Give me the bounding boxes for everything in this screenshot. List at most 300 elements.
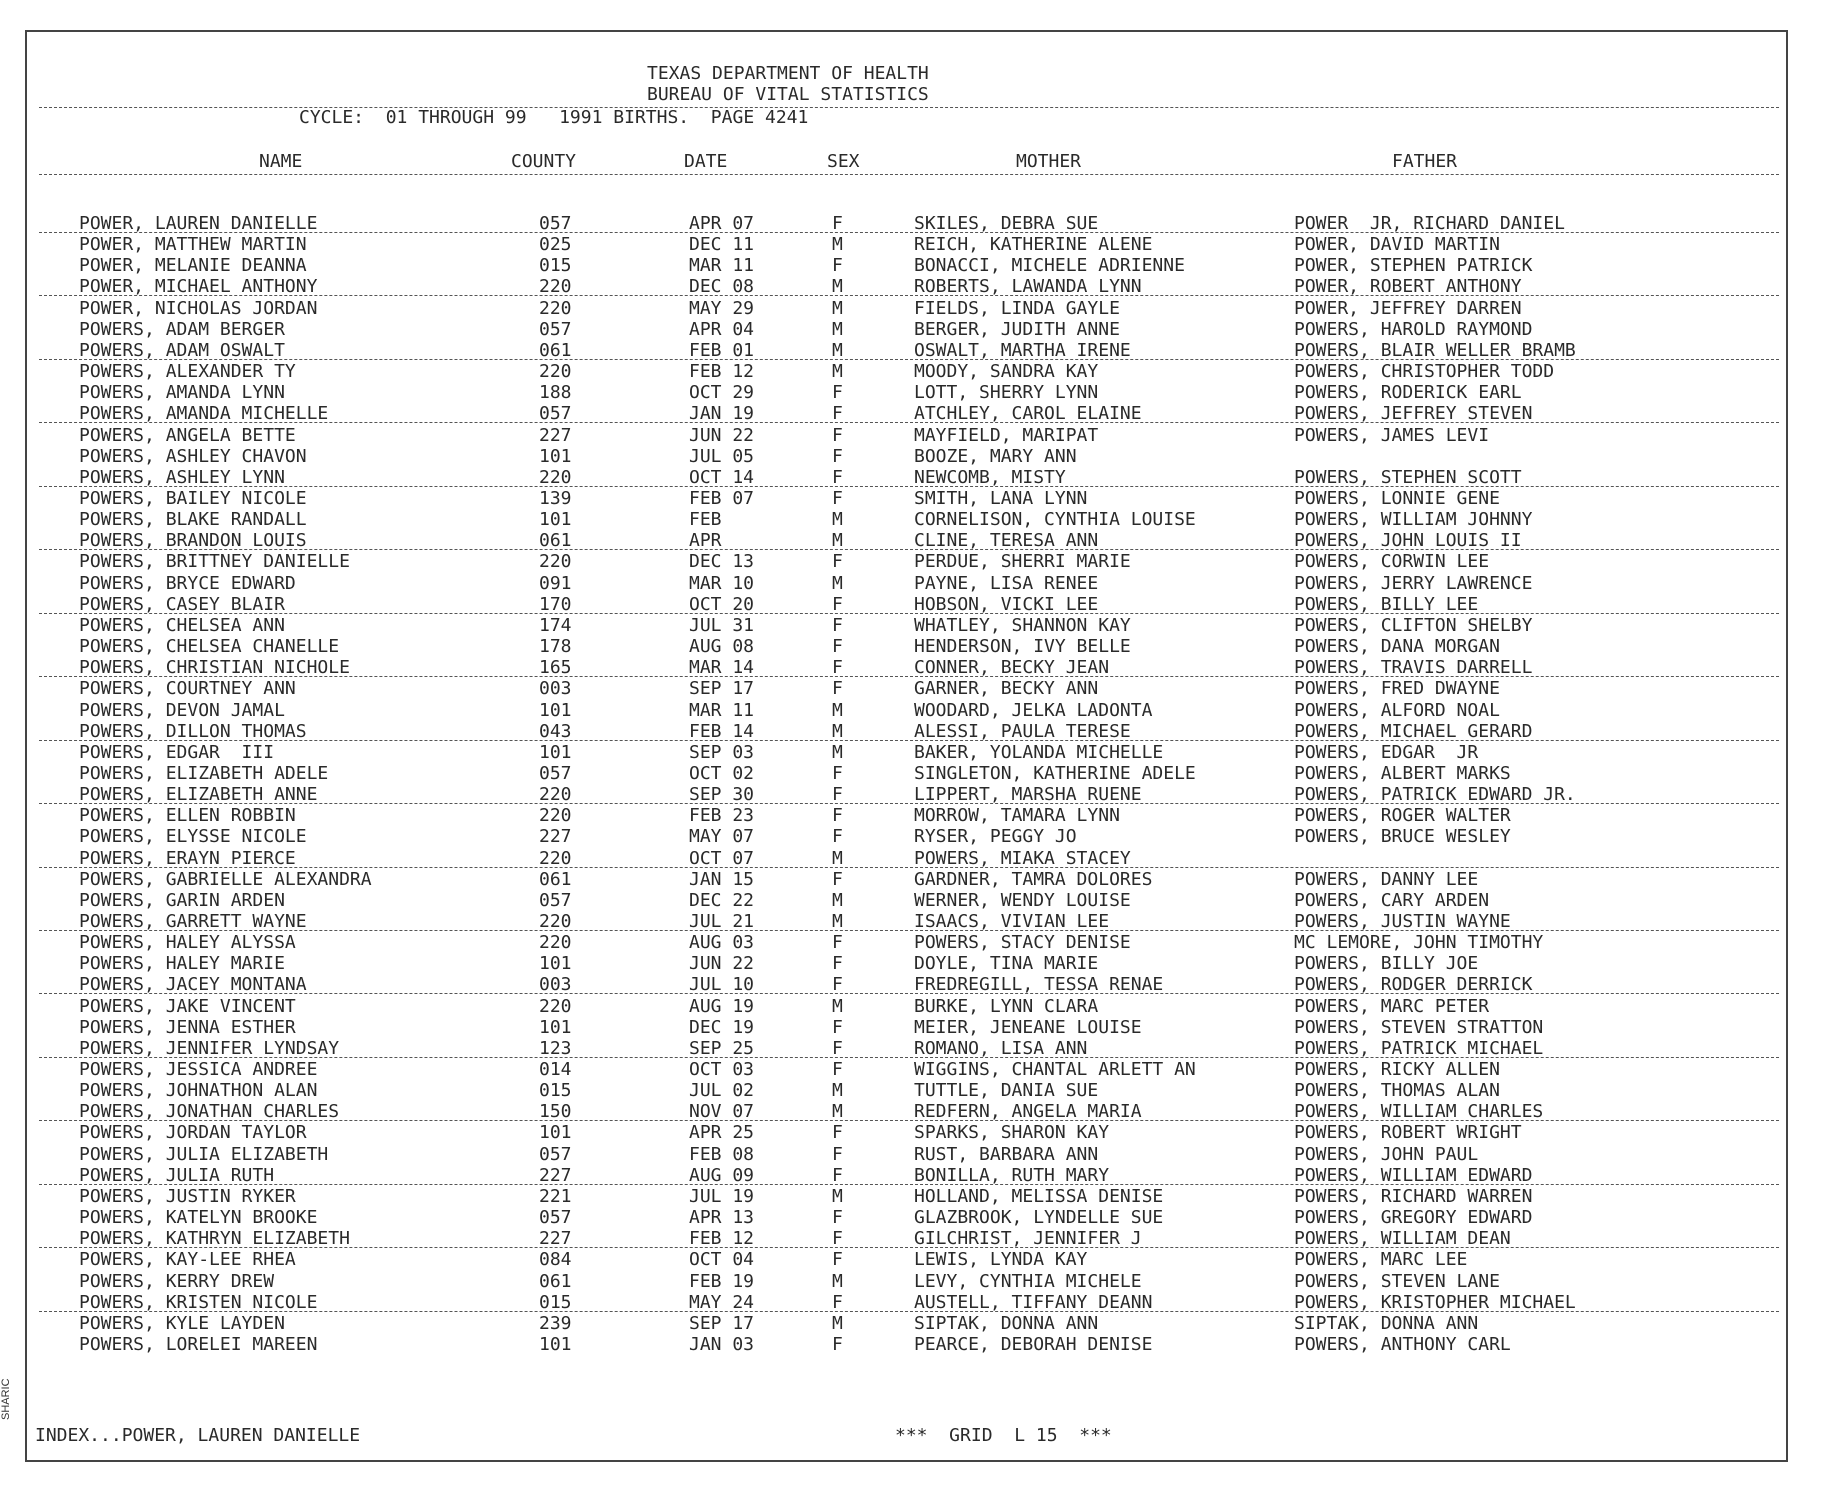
record-name: POWERS, HALEY ALYSSA	[79, 932, 296, 954]
row-separator	[39, 740, 1779, 741]
record-date: FEB 19	[689, 1270, 755, 1292]
record-father: POWERS, JOHN LOUIS II	[1294, 530, 1522, 552]
record-mother: MORROW, TAMARA LYNN	[914, 805, 1120, 827]
record-sex: F	[832, 678, 843, 700]
record-date: JUL 19	[689, 1185, 755, 1207]
record-county: 057	[539, 403, 572, 425]
record-county: 057	[539, 889, 572, 911]
record-father: SIPTAK, DONNA ANN	[1294, 1312, 1479, 1334]
row-separator	[39, 993, 1779, 994]
record-name: POWERS, BRANDON LOUIS	[79, 530, 307, 552]
record-sex: M	[832, 1101, 843, 1123]
record-sex: F	[832, 1143, 843, 1165]
row-separator	[39, 1057, 1779, 1058]
record-mother: POWERS, MIAKA STACEY	[914, 847, 1131, 869]
record-mother: HENDERSON, IVY BELLE	[914, 636, 1131, 657]
record-date: OCT 03	[689, 1059, 755, 1080]
record-name: POWERS, JAKE VINCENT	[79, 995, 296, 1017]
record-sex: F	[832, 1122, 843, 1144]
record-name: POWERS, EDGAR III	[79, 741, 275, 763]
record-county: 139	[539, 487, 572, 509]
row-separator	[39, 295, 1779, 296]
record-sex: F	[832, 1037, 843, 1059]
record-sex: M	[832, 361, 843, 382]
record-name: POWERS, JULIA ELIZABETH	[79, 1143, 329, 1165]
record-name: POWERS, BAILEY NICOLE	[79, 487, 307, 509]
record-mother: ATCHLEY, CAROL ELAINE	[914, 403, 1142, 425]
record-sex: F	[832, 868, 843, 890]
record-mother: PAYNE, LISA RENEE	[914, 572, 1099, 594]
record-date: JUL 05	[689, 445, 755, 467]
col-header-father: FATHER	[1392, 151, 1458, 172]
record-county: 220	[539, 910, 572, 932]
record-county: 220	[539, 932, 572, 954]
record-county: 101	[539, 741, 572, 763]
record-county: 220	[539, 466, 572, 488]
row-separator	[39, 1247, 1779, 1248]
record-county: 227	[539, 424, 572, 446]
record-father: POWERS, DANNY LEE	[1294, 868, 1479, 890]
row-separator	[39, 930, 1779, 931]
record-sex: F	[832, 1164, 843, 1186]
record-mother: MAYFIELD, MARIPAT	[914, 424, 1099, 446]
record-father: POWERS, MARC PETER	[1294, 995, 1490, 1017]
record-county: 091	[539, 572, 572, 594]
record-name: POWERS, GARRETT WAYNE	[79, 910, 307, 932]
record-name: POWERS, DEVON JAMAL	[79, 699, 285, 721]
record-date: APR 25	[689, 1122, 755, 1144]
record-county: 220	[539, 847, 572, 869]
record-sex: F	[832, 1333, 843, 1355]
row-separator	[39, 549, 1779, 550]
record-sex: F	[832, 1249, 843, 1271]
record-name: POWERS, KYLE LAYDEN	[79, 1312, 285, 1334]
record-date: AUG 03	[689, 932, 755, 954]
record-father: POWERS, ALBERT MARKS	[1294, 762, 1511, 784]
record-date: MAY 29	[689, 297, 755, 319]
cycle-line: CYCLE: 01 THROUGH 99 1991 BIRTHS. PAGE 4241	[299, 107, 809, 128]
record-father: POWERS, JEFFREY STEVEN	[1294, 403, 1533, 425]
record-sex: M	[832, 889, 843, 911]
record-county: 057	[539, 213, 572, 234]
record-mother: OSWALT, MARTHA IRENE	[914, 339, 1131, 361]
record-mother: BAKER, YOLANDA MICHELLE	[914, 741, 1164, 763]
record-date: FEB 12	[689, 361, 755, 382]
record-county: 220	[539, 297, 572, 319]
record-father: POWERS, KRISTOPHER MICHAEL	[1294, 1291, 1576, 1313]
record-father: POWERS, ANTHONY CARL	[1294, 1333, 1511, 1355]
record-sex: F	[832, 1291, 843, 1313]
record-county: 061	[539, 530, 572, 552]
record-mother: CLINE, TERESA ANN	[914, 530, 1099, 552]
record-name: POWERS, JESSICA ANDREE	[79, 1059, 318, 1080]
record-date: OCT 02	[689, 762, 755, 784]
record-county: 123	[539, 1037, 572, 1059]
record-mother: AUSTELL, TIFFANY DEANN	[914, 1291, 1153, 1313]
record-mother: MEIER, JENEANE LOUISE	[914, 1016, 1142, 1038]
record-county: 165	[539, 657, 572, 679]
record-date: SEP 17	[689, 678, 755, 700]
record-county: 003	[539, 974, 572, 996]
record-sex: F	[832, 1059, 843, 1080]
record-sex: F	[832, 213, 843, 234]
record-sex: F	[832, 424, 843, 446]
record-date: AUG 09	[689, 1164, 755, 1186]
record-sex: F	[832, 255, 843, 277]
record-county: 057	[539, 1143, 572, 1165]
record-father: POWERS, WILLIAM JOHNNY	[1294, 509, 1533, 531]
row-separator	[39, 359, 1779, 360]
record-date: DEC 22	[689, 889, 755, 911]
record-name: POWERS, JONATHAN CHARLES	[79, 1101, 340, 1123]
record-name: POWERS, ELLEN ROBBIN	[79, 805, 296, 827]
record-father: POWERS, ROGER WALTER	[1294, 805, 1511, 827]
report-title-2: BUREAU OF VITAL STATISTICS	[647, 84, 929, 105]
record-mother: PERDUE, SHERRI MARIE	[914, 551, 1131, 573]
record-mother: HOBSON, VICKI LEE	[914, 593, 1099, 615]
record-name: POWERS, CHELSEA ANN	[79, 614, 285, 636]
record-father: POWERS, WILLIAM DEAN	[1294, 1228, 1511, 1250]
record-county: 101	[539, 1016, 572, 1038]
record-date: SEP 03	[689, 741, 755, 763]
record-mother: RUST, BARBARA ANN	[914, 1143, 1099, 1165]
record-name: POWERS, JUSTIN RYKER	[79, 1185, 296, 1207]
record-sex: F	[832, 974, 843, 996]
record-date: DEC 08	[689, 276, 755, 298]
record-mother: SIPTAK, DONNA ANN	[914, 1312, 1099, 1334]
record-name: POWERS, KATHRYN ELIZABETH	[79, 1228, 350, 1250]
record-date: OCT 07	[689, 847, 755, 869]
record-name: POWERS, BRYCE EDWARD	[79, 572, 296, 594]
record-father: POWERS, STEVEN STRATTON	[1294, 1016, 1544, 1038]
record-mother: GLAZBROOK, LYNDELLE SUE	[914, 1207, 1164, 1228]
record-name: POWER, LAUREN DANIELLE	[79, 213, 318, 234]
record-father: POWERS, CORWIN LEE	[1294, 551, 1490, 573]
record-date: AUG 19	[689, 995, 755, 1017]
record-father: POWERS, ALFORD NOAL	[1294, 699, 1500, 721]
record-date: OCT 20	[689, 593, 755, 615]
record-sex: F	[832, 551, 843, 573]
record-father: POWERS, PATRICK EDWARD JR.	[1294, 784, 1576, 805]
record-county: 015	[539, 1080, 572, 1102]
record-name: POWERS, ELYSSE NICOLE	[79, 826, 307, 848]
record-mother: GARDNER, TAMRA DOLORES	[914, 868, 1153, 890]
record-mother: HOLLAND, MELISSA DENISE	[914, 1185, 1164, 1207]
record-father: POWERS, JERRY LAWRENCE	[1294, 572, 1533, 594]
record-name: POWERS, KAY-LEE RHEA	[79, 1249, 296, 1271]
record-date: FEB 14	[689, 720, 755, 742]
record-date: MAR 14	[689, 657, 755, 679]
row-separator	[39, 422, 1779, 423]
record-date: MAR 10	[689, 572, 755, 594]
col-header-name: NAME	[259, 151, 303, 172]
record-name: POWERS, GARIN ARDEN	[79, 889, 285, 911]
record-name: POWERS, KERRY DREW	[79, 1270, 275, 1292]
record-father: POWERS, HAROLD RAYMOND	[1294, 318, 1533, 340]
record-date: APR 07	[689, 213, 755, 234]
record-county: 057	[539, 318, 572, 340]
record-sex: F	[832, 1207, 843, 1228]
record-sex: F	[832, 382, 843, 404]
record-name: POWERS, JORDAN TAYLOR	[79, 1122, 307, 1144]
record-mother: ALESSI, PAULA TERESE	[914, 720, 1131, 742]
record-mother: BONILLA, RUTH MARY	[914, 1164, 1110, 1186]
record-mother: CONNER, BECKY JEAN	[914, 657, 1110, 679]
record-father: POWERS, FRED DWAYNE	[1294, 678, 1500, 700]
record-sex: F	[832, 636, 843, 657]
record-name: POWER, MATTHEW MARTIN	[79, 234, 307, 256]
record-date: JUL 21	[689, 910, 755, 932]
record-sex: F	[832, 805, 843, 827]
record-father: POWERS, RODGER DERRICK	[1294, 974, 1533, 996]
record-name: POWERS, BRITTNEY DANIELLE	[79, 551, 350, 573]
record-mother: WHATLEY, SHANNON KAY	[914, 614, 1131, 636]
record-father: POWERS, PATRICK MICHAEL	[1294, 1037, 1544, 1059]
record-father: POWERS, ROBERT WRIGHT	[1294, 1122, 1522, 1144]
record-mother: ISAACS, VIVIAN LEE	[914, 910, 1110, 932]
record-father: POWERS, BILLY JOE	[1294, 953, 1479, 975]
record-father: POWERS, THOMAS ALAN	[1294, 1080, 1500, 1102]
record-mother: TUTTLE, DANIA SUE	[914, 1080, 1099, 1102]
record-date: OCT 29	[689, 382, 755, 404]
record-mother: SMITH, LANA LYNN	[914, 487, 1088, 509]
record-sex: M	[832, 910, 843, 932]
record-father: POWERS, STEPHEN SCOTT	[1294, 466, 1522, 488]
record-mother: LIPPERT, MARSHA RUENE	[914, 784, 1142, 805]
record-date: JUL 02	[689, 1080, 755, 1102]
row-separator	[39, 232, 1779, 233]
record-father: POWERS, RODERICK EARL	[1294, 382, 1522, 404]
record-mother: POWERS, STACY DENISE	[914, 932, 1131, 954]
record-name: POWERS, AMANDA LYNN	[79, 382, 285, 404]
record-date: FEB 08	[689, 1143, 755, 1165]
record-date: JUL 10	[689, 974, 755, 996]
record-father: POWERS, BILLY LEE	[1294, 593, 1479, 615]
record-mother: RYSER, PEGGY JO	[914, 826, 1077, 848]
record-date: JUN 22	[689, 424, 755, 446]
record-sex: M	[832, 509, 843, 531]
record-county: 101	[539, 1333, 572, 1355]
record-county: 015	[539, 1291, 572, 1313]
record-name: POWERS, DILLON THOMAS	[79, 720, 307, 742]
record-sex: M	[832, 276, 843, 298]
record-father: POWER, JEFFREY DARREN	[1294, 297, 1522, 319]
record-sex: F	[832, 1228, 843, 1250]
record-county: 101	[539, 699, 572, 721]
record-mother: WOODARD, JELKA LADONTA	[914, 699, 1153, 721]
record-county: 101	[539, 445, 572, 467]
record-name: POWERS, JENNIFER LYNDSAY	[79, 1037, 340, 1059]
record-mother: REICH, KATHERINE ALENE	[914, 234, 1153, 256]
record-name: POWERS, KRISTEN NICOLE	[79, 1291, 318, 1313]
record-mother: MOODY, SANDRA KAY	[914, 361, 1099, 382]
record-father: POWERS, RICHARD WARREN	[1294, 1185, 1533, 1207]
record-father: POWERS, LONNIE GENE	[1294, 487, 1500, 509]
index-footer: INDEX...POWER, LAUREN DANIELLE	[35, 1425, 361, 1446]
record-mother: BERGER, JUDITH ANNE	[914, 318, 1120, 340]
record-father: POWERS, CHRISTOPHER TODD	[1294, 361, 1555, 382]
record-county: 174	[539, 614, 572, 636]
record-father: POWERS, JOHN PAUL	[1294, 1143, 1479, 1165]
record-sex: M	[832, 995, 843, 1017]
report-title-1: TEXAS DEPARTMENT OF HEALTH	[647, 63, 929, 84]
record-date: OCT 04	[689, 1249, 755, 1271]
record-county: 014	[539, 1059, 572, 1080]
record-name: POWERS, LORELEI MAREEN	[79, 1333, 318, 1355]
record-name: POWER, MICHAEL ANTHONY	[79, 276, 318, 298]
record-name: POWERS, ERAYN PIERCE	[79, 847, 296, 869]
record-date: FEB 12	[689, 1228, 755, 1250]
record-mother: BONACCI, MICHELE ADRIENNE	[914, 255, 1185, 277]
record-sex: F	[832, 487, 843, 509]
record-mother: GARNER, BECKY ANN	[914, 678, 1099, 700]
record-sex: M	[832, 339, 843, 361]
record-father: POWERS, MICHAEL GERARD	[1294, 720, 1533, 742]
record-mother: LEVY, CYNTHIA MICHELE	[914, 1270, 1142, 1292]
record-name: POWER, NICHOLAS JORDAN	[79, 297, 318, 319]
record-name: POWERS, BLAKE RANDALL	[79, 509, 307, 531]
record-name: POWERS, ASHLEY LYNN	[79, 466, 285, 488]
record-father: POWER JR, RICHARD DANIEL	[1294, 213, 1565, 234]
record-sex: M	[832, 530, 843, 552]
record-father: POWERS, BLAIR WELLER BRAMB	[1294, 339, 1576, 361]
row-separator	[39, 613, 1779, 614]
record-father: POWERS, MARC LEE	[1294, 1249, 1468, 1271]
record-name: POWERS, HALEY MARIE	[79, 953, 285, 975]
record-father: POWERS, WILLIAM CHARLES	[1294, 1101, 1544, 1123]
record-date: AUG 08	[689, 636, 755, 657]
record-father: MC LEMORE, JOHN TIMOTHY	[1294, 932, 1544, 954]
record-date: JAN 19	[689, 403, 755, 425]
record-father: POWERS, GREGORY EDWARD	[1294, 1207, 1533, 1228]
record-father: POWERS, WILLIAM EDWARD	[1294, 1164, 1533, 1186]
grid-footer: *** GRID L 15 ***	[895, 1425, 1112, 1446]
record-sex: M	[832, 847, 843, 869]
record-father: POWERS, BRUCE WESLEY	[1294, 826, 1511, 848]
record-father: POWERS, JUSTIN WAYNE	[1294, 910, 1511, 932]
record-date: APR	[689, 530, 722, 552]
record-county: 025	[539, 234, 572, 256]
record-name: POWERS, ADAM BERGER	[79, 318, 285, 340]
record-mother: BURKE, LYNN CLARA	[914, 995, 1099, 1017]
record-sex: F	[832, 403, 843, 425]
row-separator	[39, 803, 1779, 804]
record-name: POWERS, ASHLEY CHAVON	[79, 445, 307, 467]
record-date: APR 04	[689, 318, 755, 340]
record-sex: M	[832, 699, 843, 721]
row-separator	[39, 676, 1779, 677]
record-sex: M	[832, 1185, 843, 1207]
record-date: OCT 14	[689, 466, 755, 488]
record-county: 178	[539, 636, 572, 657]
record-sex: M	[832, 720, 843, 742]
record-mother: SPARKS, SHARON KAY	[914, 1122, 1110, 1144]
record-date: SEP 17	[689, 1312, 755, 1334]
record-sex: F	[832, 826, 843, 848]
record-mother: FIELDS, LINDA GAYLE	[914, 297, 1120, 319]
record-date: SEP 25	[689, 1037, 755, 1059]
record-sex: F	[832, 953, 843, 975]
record-county: 221	[539, 1185, 572, 1207]
record-county: 061	[539, 868, 572, 890]
col-header-sex: SEX	[827, 151, 860, 172]
record-name: POWERS, CHRISTIAN NICHOLE	[79, 657, 350, 679]
record-date: SEP 30	[689, 784, 755, 805]
record-name: POWERS, ELIZABETH ANNE	[79, 784, 318, 805]
record-county: 003	[539, 678, 572, 700]
record-mother: LOTT, SHERRY LYNN	[914, 382, 1099, 404]
record-sex: F	[832, 784, 843, 805]
record-father: POWERS, CARY ARDEN	[1294, 889, 1490, 911]
record-name: POWERS, COURTNEY ANN	[79, 678, 296, 700]
record-mother: GILCHRIST, JENNIFER J	[914, 1228, 1142, 1250]
record-mother: ROMANO, LISA ANN	[914, 1037, 1088, 1059]
record-sex: F	[832, 932, 843, 954]
record-county: 101	[539, 509, 572, 531]
record-county: 220	[539, 995, 572, 1017]
record-sex: F	[832, 445, 843, 467]
record-sex: M	[832, 297, 843, 319]
record-county: 043	[539, 720, 572, 742]
record-county: 061	[539, 1270, 572, 1292]
record-sex: M	[832, 1270, 843, 1292]
record-name: POWERS, ELIZABETH ADELE	[79, 762, 329, 784]
record-sex: M	[832, 572, 843, 594]
record-county: 220	[539, 276, 572, 298]
record-sex: F	[832, 466, 843, 488]
record-name: POWERS, ADAM OSWALT	[79, 339, 285, 361]
record-sex: M	[832, 318, 843, 340]
record-county: 084	[539, 1249, 572, 1271]
record-father: POWERS, EDGAR JR	[1294, 741, 1479, 763]
record-date: FEB 01	[689, 339, 755, 361]
record-date: MAR 11	[689, 255, 755, 277]
record-sex: F	[832, 593, 843, 615]
record-date: FEB 07	[689, 487, 755, 509]
record-sex: F	[832, 762, 843, 784]
record-name: POWERS, JULIA RUTH	[79, 1164, 275, 1186]
record-mother: SINGLETON, KATHERINE ADELE	[914, 762, 1196, 784]
record-county: 220	[539, 784, 572, 805]
record-sex: F	[832, 1016, 843, 1038]
record-date: JAN 03	[689, 1333, 755, 1355]
record-name: POWERS, JOHNATHON ALAN	[79, 1080, 318, 1102]
record-father: POWERS, STEVEN LANE	[1294, 1270, 1500, 1292]
record-sex: F	[832, 614, 843, 636]
record-mother: WERNER, WENDY LOUISE	[914, 889, 1131, 911]
record-sex: F	[832, 657, 843, 679]
record-mother: WIGGINS, CHANTAL ARLETT AN	[914, 1059, 1196, 1080]
record-county: 220	[539, 805, 572, 827]
record-county: 015	[539, 255, 572, 277]
header-rule-2	[39, 174, 1779, 175]
record-sex: M	[832, 741, 843, 763]
vital-statistics-page	[25, 30, 1788, 1462]
record-name: POWERS, AMANDA MICHELLE	[79, 403, 329, 425]
record-date: MAY 07	[689, 826, 755, 848]
record-county: 101	[539, 953, 572, 975]
record-date: FEB 23	[689, 805, 755, 827]
record-mother: DOYLE, TINA MARIE	[914, 953, 1099, 975]
record-name: POWERS, JENNA ESTHER	[79, 1016, 296, 1038]
row-separator	[39, 867, 1779, 868]
record-father: POWER, STEPHEN PATRICK	[1294, 255, 1533, 277]
record-date: DEC 11	[689, 234, 755, 256]
record-name: POWERS, GABRIELLE ALEXANDRA	[79, 868, 372, 890]
record-county: 188	[539, 382, 572, 404]
record-date: MAY 24	[689, 1291, 755, 1313]
record-father: POWER, DAVID MARTIN	[1294, 234, 1500, 256]
